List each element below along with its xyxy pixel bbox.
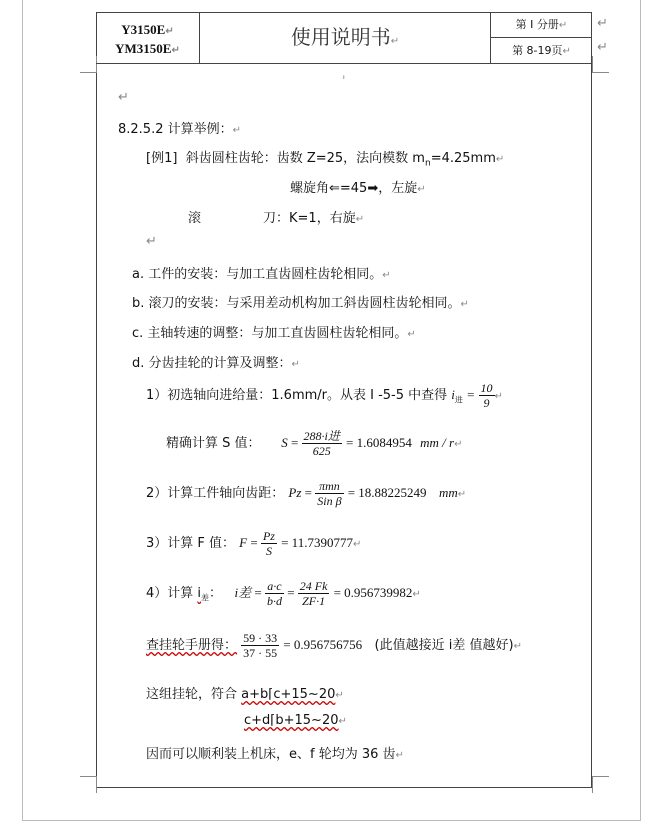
model-name-2: YM3150E: [115, 41, 172, 56]
step-2: 2）计算工件轴向齿距： Pz = πmn Sin β = 18.88225249 mm↵: [146, 479, 467, 508]
step-3: 3）计算 F 值： F = $\frac{Pz}{S}$ = 11.7390777↵: [146, 529, 362, 558]
volume-label: 第 I 分册: [515, 18, 559, 31]
item-b: b. 滚刀的安装：与采用差动机构加工斜齿圆柱齿轮相同。↵: [132, 296, 469, 311]
crop-mark-bottom-right: [592, 776, 609, 793]
example-line-1: [例1] 斜齿圆柱齿轮：齿数 Z=25，法向模数 $m_n=4.25mm↵$: [146, 151, 505, 169]
window-right-border: [640, 0, 641, 820]
page-range-label: 第 8-19页: [512, 44, 563, 57]
empty-paragraph: ↵: [146, 234, 157, 249]
window-left-border: [22, 0, 23, 820]
item-c: c. 主轴转速的调整：与加工直齿圆柱齿轮相同。↵: [132, 326, 416, 341]
step-4: 4）计算 $i_差$： i差 = $\frac{a\cdot c}{b\cdot d}$ = $\frac{24 Fk}{ZF\cdot 1}$ = 0.956739982↵: [146, 579, 421, 608]
crop-mark-bottom-left: [80, 776, 97, 793]
crop-mark-top-right: [592, 56, 609, 73]
header-table: [96, 12, 592, 64]
lookup-line: 查挂轮手册得： $\frac{59 \cdot 33}{37 \cdot 55}$ = 0.956756756 (此值越接近 i差 值越好)↵: [146, 631, 522, 660]
condition-line-2: c+d⌈b+15~20↵: [244, 713, 347, 728]
step-1: 1）初选轴向进给量：1.6mm/r。从表 I -5-5 中查得 $i_进$ = $\frac{10}{9}$ ↵: [146, 381, 503, 410]
example-line-2: 螺旋角⇐=45➡，左旋↵: [290, 181, 426, 196]
page-info-cell: 第 I 分册↵ 第 8-19页↵: [490, 12, 592, 63]
hob-line: 滚 刀：K=1，右旋↵: [188, 211, 365, 226]
model-cell: Y3150E↵ YM3150E↵: [96, 12, 200, 63]
section-heading: 8.2.5.2 计算举例：↵: [118, 122, 242, 137]
condition-line-1: 这组挂轮，符合 a+b⌈c+15~20↵: [146, 687, 344, 702]
item-d: d. 分齿挂轮的计算及调整：↵: [132, 356, 300, 371]
cell-end-mark: ↵: [597, 40, 608, 55]
item-a: a. 工件的安装：与加工直齿圆柱齿轮相同。↵: [132, 267, 391, 282]
model-name-1: Y3150E: [121, 22, 166, 37]
window-bottom-border: [22, 820, 641, 821]
exact-s-line: 精确计算 S 值： S = 288·i进 625 = 1.6084954 mm / r↵: [166, 429, 463, 458]
final-line: 因而可以顺利装上机床，e、f 轮均为 36 齿↵: [146, 747, 404, 762]
empty-paragraph: ↵: [118, 90, 129, 105]
crop-mark-top-left: [80, 56, 97, 73]
anchor-mark: ˌ: [342, 66, 346, 81]
title-cell: 使用说明书↵: [290, 25, 400, 49]
cell-end-mark: ↵: [597, 16, 608, 31]
document-title: 使用说明书: [290, 25, 391, 49]
